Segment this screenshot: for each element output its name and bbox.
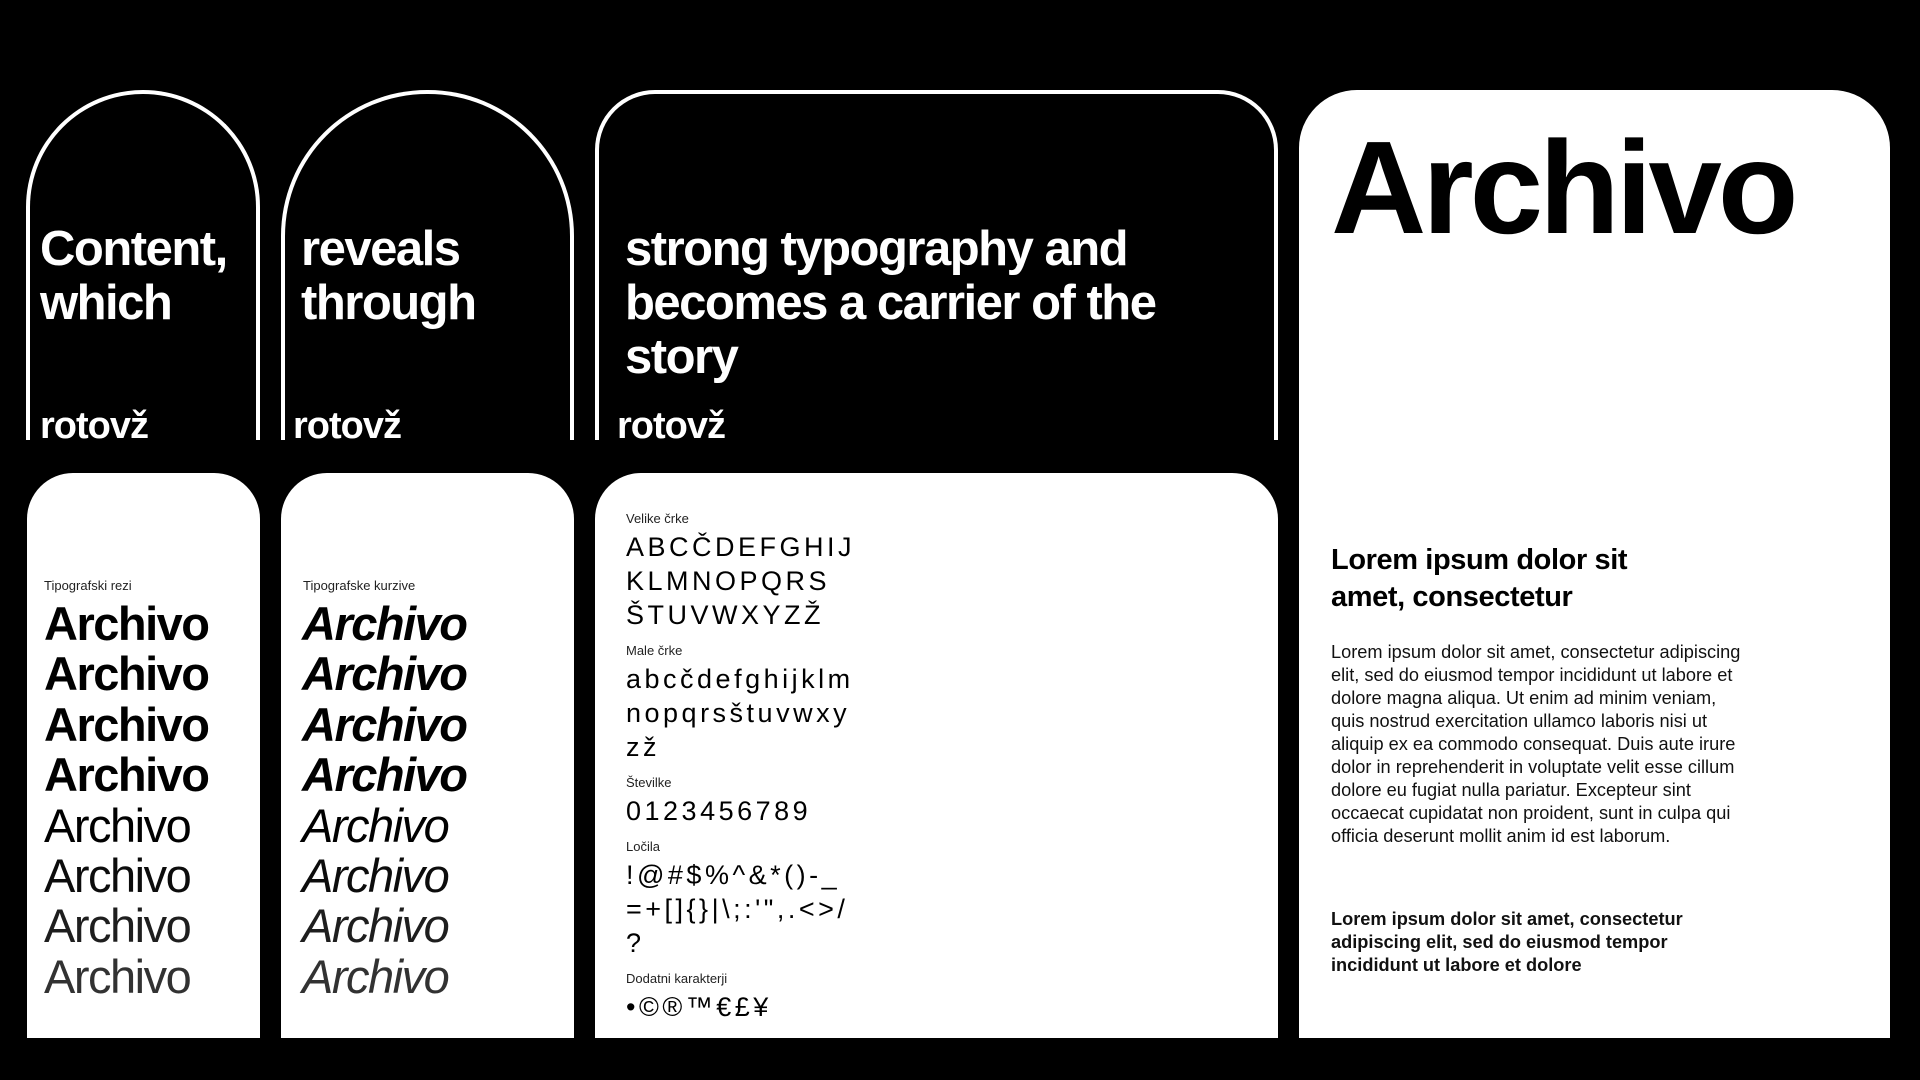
headline-line: becomes a carrier of the (625, 276, 1156, 330)
weight-sample: Archivo (44, 597, 209, 650)
weight-sample: Archivo (44, 899, 191, 953)
glyph-line: !@#$%^&*()-_ (626, 860, 841, 890)
punctuation-label: Ločila (626, 839, 660, 854)
arch-headline (625, 222, 1254, 384)
number-glyphs (626, 794, 855, 828)
headline-line: story (625, 330, 738, 384)
arch-signature: rotovž (40, 405, 148, 447)
bold-paragraph: Lorem ipsum dolor sit amet, consectetur adipiscing elit, sed do eiusmod tempor incididunt ut labore et dolore (1331, 909, 1683, 975)
glyph-line: ? (626, 928, 645, 958)
uppercase-label: Velike črke (626, 511, 689, 526)
uppercase-glyphs (626, 530, 855, 632)
italic-sample: Archivo (302, 748, 467, 802)
glyph-line: abcčdefghijklm (626, 664, 854, 694)
numbers-label: Številke (626, 775, 672, 790)
body-paragraph: Lorem ipsum dolor sit amet, consectetur adipiscing elit, sed do eiusmod tempor incididunt ut labore et dolore magna aliqua. Ut enim ad minim veniam, quis nostrud exercitation ullamco laboris nisi ut aliquip ex ea commodo consequat. Duis aute irure dolor in reprehenderit in voluptate velit esse cillum dolore eu fugiat nulla pariatur. Excepteur sint occaecat cupidatat non proident, sunt in culpa qui officia deserunt mollit anim id est laborum. (1331, 642, 1741, 846)
headline-line: through (301, 276, 476, 330)
arch-card-typography (595, 90, 1278, 447)
lowercase-label: Male črke (626, 643, 683, 658)
italic-sample: Archivo (302, 899, 449, 953)
glyph-line: zž (626, 732, 660, 762)
lead-heading (1331, 542, 1627, 616)
charset-card (595, 473, 1278, 1038)
glyph-line: ŠTUVWXYZŽ (626, 600, 824, 630)
italic-sample: Archivo (302, 949, 449, 1003)
extra-glyphs (626, 990, 855, 1024)
lead-line: amet, consectetur (1331, 581, 1573, 613)
lowercase-glyphs (626, 662, 855, 764)
italic-sample: Archivo (302, 697, 467, 751)
arch-card-reveals (281, 90, 574, 447)
weight-sample: Archivo (44, 748, 209, 802)
arch-signature: rotovž (293, 405, 401, 447)
feature-card (1299, 90, 1890, 1038)
glyph-line: ABCČDEFGHIJ (626, 532, 856, 562)
weight-sample: Archivo (44, 849, 191, 903)
weights-list (44, 599, 209, 1002)
arch-signature: rotovž (617, 405, 725, 447)
glyph-line: •©®™€£¥ (626, 992, 772, 1022)
weights-card (27, 473, 260, 1038)
italic-sample: Archivo (302, 798, 449, 852)
italic-sample: Archivo (302, 849, 449, 903)
italics-label: Tipografske kurzive (303, 578, 416, 593)
weight-sample: Archivo (44, 697, 209, 751)
weight-sample: Archivo (44, 798, 191, 852)
glyph-line: =+[]{}|\;:'",.<>/ (626, 894, 849, 924)
glyph-line: KLMNOPQRS (626, 566, 831, 596)
punctuation-glyphs (626, 858, 855, 960)
headline-line: which (40, 276, 172, 330)
headline-line: Content, (40, 222, 227, 276)
weight-sample: Archivo (44, 647, 209, 701)
arch-headline (40, 222, 227, 330)
glyph-line: 0123456789 (626, 796, 812, 826)
weights-label: Tipografski rezi (44, 578, 132, 593)
italic-sample: Archivo (302, 597, 467, 650)
headline-line: reveals (301, 222, 460, 276)
charset (626, 511, 855, 1035)
weight-sample: Archivo (44, 949, 191, 1003)
arch-card-content (26, 90, 260, 447)
arch-headline (301, 222, 476, 330)
glyph-line: nopqrsštuvwxy (626, 698, 851, 728)
font-title: Archivo (1331, 114, 1795, 261)
extra-label: Dodatni karakterji (626, 971, 728, 986)
italics-card (281, 473, 574, 1038)
italic-sample: Archivo (302, 647, 467, 701)
lead-line: Lorem ipsum dolor sit (1331, 544, 1628, 576)
headline-line: strong typography and (625, 222, 1128, 276)
italics-list (302, 599, 467, 1002)
